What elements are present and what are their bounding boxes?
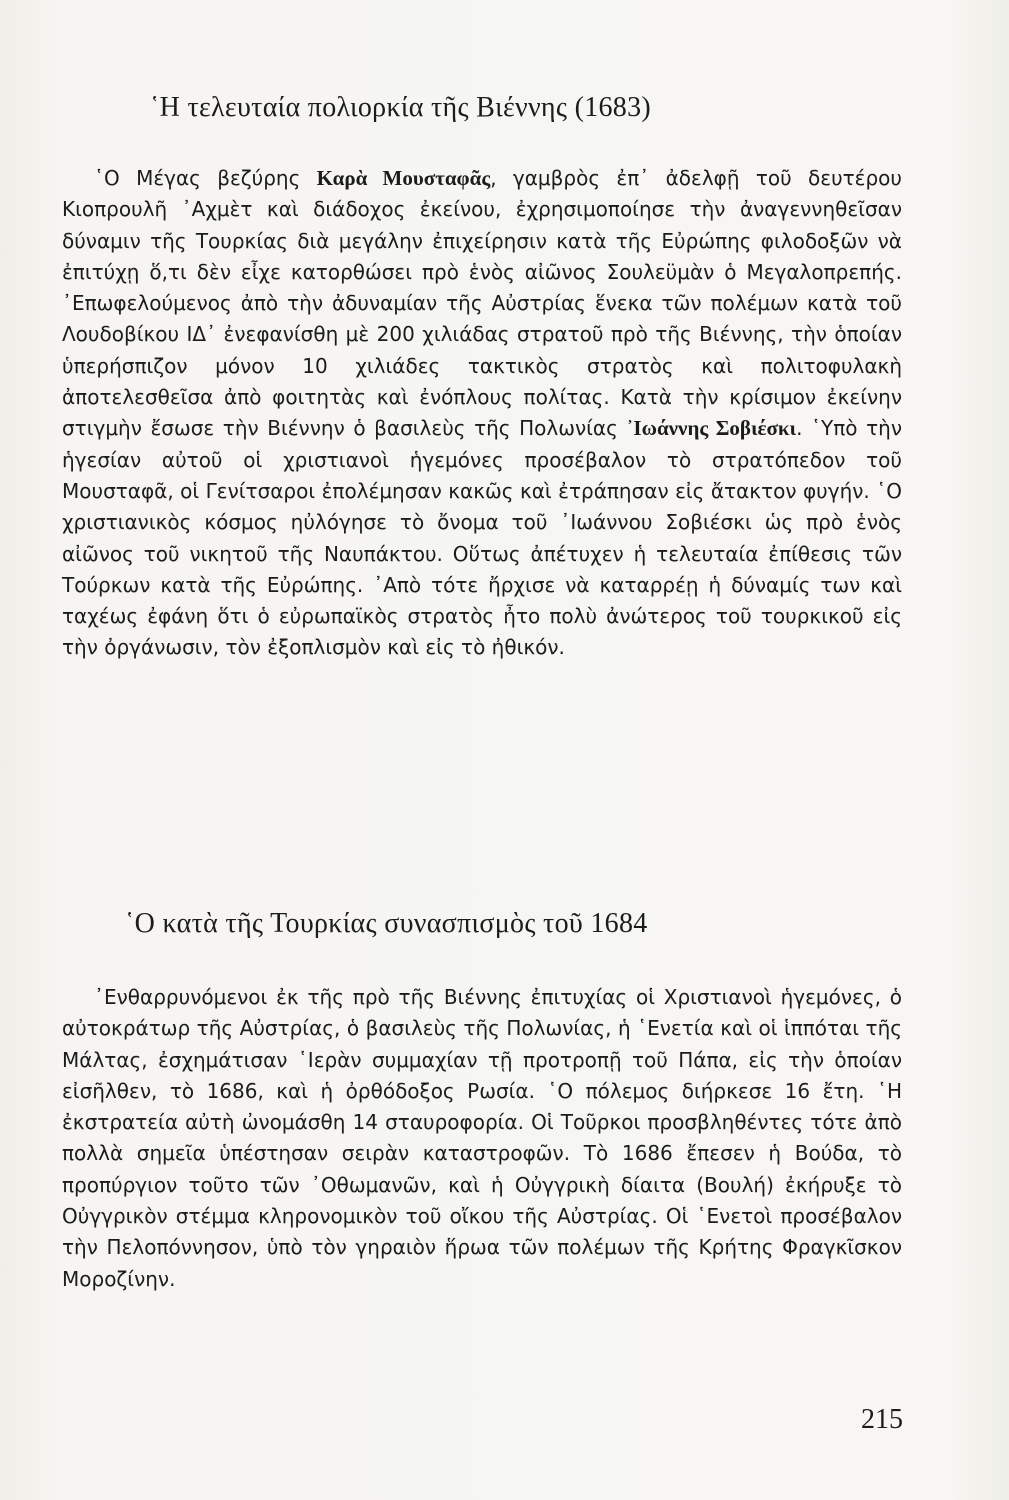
page-number: 215 xyxy=(861,1404,903,1435)
bold-name-kara-mustafa: Καρὰ Μουσταφᾶς xyxy=(316,166,491,190)
paragraph-text: , γαμβρὸς ἐπ᾽ ἀδελφῇ τοῦ δευτέρου Κιοπρουλῆ ᾽Αχμὲτ καὶ διάδοχος ἐκείνου, ἐχρησιμοποίησε τὴν ἀναγεννηθεῖσαν δύναμιν τῆς Τουρκίας διὰ μεγάλην ἐπιχείρησιν κατὰ τῆς Εὐρώπης φιλοδοξῶν νὰ ἐπιτύχῃ ὅ,τι δὲν εἶχε κατορθώσει πρὸ ἑνὸς αἰῶνος Σουλεϋμὰν ὁ Μεγαλοπρεπής. ᾽Επωφελούμενος ἀπὸ τὴν ἀδυναμίαν τῆς Αὐστρίας ἕνεκα τῶν πολέμων κατὰ τοῦ Λουδοβίκου ΙΔ᾽ ἐνεφανίσθη μὲ 200 χιλιάδας στρατοῦ πρὸ τῆς Βιέννης, τὴν ὁποίαν ὑπερήσπιζον μόνον 10 χιλιάδες τακτικὸς στρατὸς καὶ πολιτοφυλακὴ ἀποτελεσθεῖσα ἀπὸ φοιτητὰς καὶ ἐνόπλους πολίτας. Κατὰ τὴν κρίσιμον ἐκείνην στιγμὴν ἔσωσε τὴν Βιέννην ὁ βασιλεὺς τῆς Πολωνίας xyxy=(62,166,902,441)
paragraph-siege-of-vienna xyxy=(62,163,902,664)
section-heading-siege-of-vienna: ῾Η τελευταία πολιορκία τῆς Βιέννης (1683) xyxy=(150,92,652,123)
section-heading-coalition-1684: ῾Ο κατὰ τῆς Τουρκίας συνασπισμὸς τοῦ 1684 xyxy=(125,908,648,939)
bold-name-sobieski: ᾽Ιωάννης Σοβιέσκι xyxy=(626,416,797,441)
paragraph-coalition-1684: ᾽Ενθαρρυνόμενοι ἐκ τῆς πρὸ τῆς Βιέννης ἐπιτυχίας οἱ Χριστιανοὶ ἡγεμόνες, ὁ αὐτοκράτωρ τῆς Αὐστρίας, ὁ βασιλεὺς τῆς Πολωνίας, ἡ ῾Ενετία καὶ οἱ ἱππόται τῆς Μάλτας, ἐσχημάτισαν ῾Ιερὰν συμμαχίαν τῇ προτροπῇ τοῦ Πάπα, εἰς τὴν ὁποίαν εἰσῆλθεν, τὸ 1686, καὶ ἡ ὀρθόδοξος Ρωσία. ῾Ο πόλεμος διήρκεσε 16 ἔτη. ῾Η ἐκστρατεία αὐτὴ ὠνομάσθη 14 σταυροφορία. Οἱ Τοῦρκοι προσβληθέντες τότε ἀπὸ πολλὰ σημεῖα ὑπέστησαν σειρὰν καταστροφῶν. Τὸ 1686 ἔπεσεν ἡ Βούδα, τὸ προπύργιον τοῦτο τῶν ᾽Οθωμανῶν, καὶ ἡ Οὐγγρικὴ δίαιτα (Βουλή) ἐκήρυξε τὸ Οὐγγρικὸν στέμμα κληρονομικὸν τοῦ οἴκου τῆς Αὐστρίας. Οἱ ῾Ενετοὶ προσέβαλον τὴν Πελοπόννησον, ὑπὸ τὸν γηραιὸν ἥρωα τῶν πολέμων τῆς Κρήτης Φραγκῖσκον Μοροζίνην. xyxy=(62,985,902,1291)
paragraph-text: . ῾Υπὸ τὴν ἡγεσίαν αὐτοῦ οἱ χριστιανοὶ ἡγεμόνες προσέβαλον τὸ στρατόπεδον τοῦ Μουσταφᾶ, οἱ Γενίτσαροι ἐπολέμησαν κακῶς καὶ ἐτράπησαν εἰς ἄτακτον φυγήν. ῾Ο χριστιανικὸς κόσμος ηὐλόγησε τὸ ὄνομα τοῦ ᾽Ιωάννου Σοβιέσκι ὡς πρὸ ἑνὸς αἰῶνος τοῦ νικητοῦ τῆς Ναυπάκτου. Οὕτως ἀπέτυχεν ἡ τελευταία ἐπίθεσις τῶν Τούρκων κατὰ τῆς Εὐρώπης. ᾽Απὸ τότε ἤρχισε νὰ καταρρέῃ ἡ δύναμίς των καὶ ταχέως ἐφάνη ὅτι ὁ εὐρωπαϊκὸς στρατὸς ἦτο πολὺ ἀνώτερος τοῦ τουρκικοῦ εἰς τὴν ὀργάνωσιν, τὸν ἐξοπλισμὸν καὶ εἰς τὸ ἠθικόν. xyxy=(62,416,902,660)
paragraph-text: ῾Ο Μέγας βεζύρης xyxy=(94,166,317,190)
